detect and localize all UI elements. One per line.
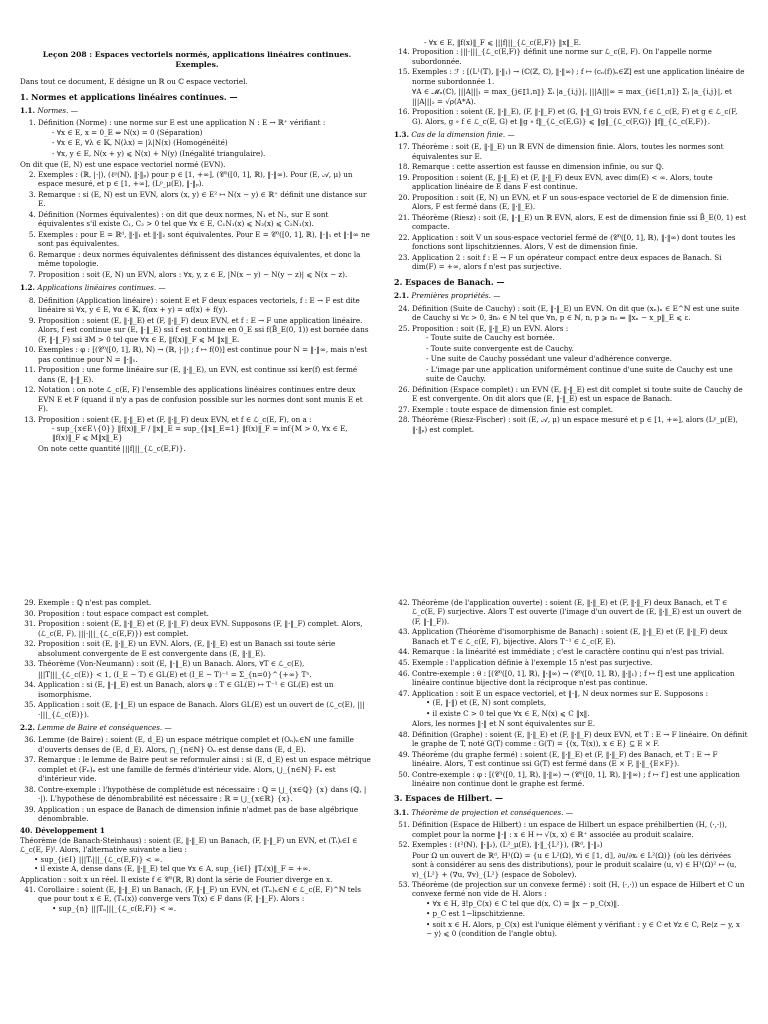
- star-item: • il existe C > 0 tel que ∀x ∈ E, N(x) ⩽ C ‖x‖.: [426, 709, 748, 718]
- development-heading: 40. Développement 1: [20, 825, 105, 835]
- numbered-item: [412, 233, 748, 252]
- item-text: Remarque : la linéarité est immédiate ; c'est le caractère continu qui n'est pas trivial.: [412, 647, 725, 657]
- item-text: Proposition : soient (E, ‖·‖_E), (F, ‖·‖_F) et (G, ‖·‖_G) trois EVN, f ∈ ℒ_c(E, F) et g ∈ ℒ_c(F, G). Alors, g ∘ f ∈ ℒ_c(E, G) et ‖g ∘ f‖_{ℒ_c(E,G)} ⩽ ‖g‖_{ℒ_c(F,G)} ‖f‖_{ℒ_c(E,F)}.: [412, 107, 738, 126]
- numbered-item: [412, 213, 748, 232]
- dash-item: - Toute suite de Cauchy est bornée.: [426, 333, 748, 342]
- subsection-title: Lemme de Baire et conséquences. —: [37, 723, 172, 732]
- numbered-item: [412, 627, 748, 646]
- item-text: Contre-exemple : φ : [(𝒞¹([0, 1], ℝ), ‖·‖∞) → (𝒞⁰([0, 1], ℝ), ‖·‖∞) ; f ↦ f′] est une application linéaire non continue dont le graphe est fermé.: [412, 769, 740, 788]
- numbered-item: [38, 316, 374, 344]
- subsection-number: 2.1.: [394, 291, 410, 301]
- intro-text: Dans tout ce document, E désigne un ℝ ou ℂ espace vectoriel.: [20, 77, 248, 87]
- subsection-number: 3.1.: [394, 807, 410, 817]
- item-text: Définition (Application linéaire) : soient E et F deux espaces vectoriels, f : E → F est dite linéaire si ∀x, y ∈ E, ∀α ∈ 𝕂, f(αx + y) = αf(x) + f(y).: [38, 295, 360, 315]
- dash-item: - sup_{x∈E∖{0}} ‖f(x)‖_F / ‖x‖_E = sup_{‖x‖_E=1} ‖f(x)‖_F = inf{M > 0, ∀x ∈ E, ‖f(x)‖_F ⩽ M‖x‖_E}: [52, 424, 374, 443]
- item-text: Théorème (du graphe fermé) : soient (E, ‖·‖_E) et (F, ‖·‖_F) des Banach, et T : E → F linéaire. Alors, T est continue ssi G(T) est fermé dans (E × F, ‖·‖_{E×F}).: [412, 749, 718, 768]
- item-text: Exemples : (ℓ²(ℕ), ‖·‖₂), (L²_μ(E), ‖·‖_{L²}), (ℝᵈ, ‖·‖₂): [412, 840, 603, 850]
- numbered-item: [38, 296, 374, 315]
- numbered-item: [412, 750, 748, 769]
- numbered-item: [38, 785, 374, 804]
- numbered-item: [38, 250, 374, 269]
- continuation-text: Alors, les normes ‖·‖ et N sont équivalentes sur E.: [412, 719, 596, 729]
- numbered-item: [412, 142, 748, 161]
- dash-list: [412, 333, 748, 384]
- item-text: Proposition : soient (E, ‖·‖_E) et (F, ‖·‖_F) deux EVN, avec dim(E) < ∞. Alors, toute application linéaire de E dans F est continue.: [412, 173, 713, 192]
- item-text: Exemples : ℱ : [(L¹(𝕋), ‖·‖₁) → (ℂ(ℤ, ℂ), ‖·‖∞) ; f ↦ (cₙ(f))ₙ∈ℤ] est une application linéaire de norme subordonnée 1.: [412, 67, 745, 86]
- continuation-text: ∀A ∈ 𝓜ₙ(ℂ), |||A|||₁ = max_{j∈⟦1,n⟧} Σᵢ |a_{i,j}|, |||A|||∞ = max_{i∈⟦1,n⟧} Σⱼ |a_{i,j}|, et |||A|||₂ = √ρ(A*A).: [412, 87, 732, 106]
- star-item: • il existe A, dense dans (E, ‖·‖_E) tel que ∀x ∈ A, sup_{i∈I} ‖Tᵢ(x)‖_F = +∞.: [34, 864, 374, 873]
- item-text: Contre-exemple : θ : [(𝒞⁰([0, 1], ℝ), ‖·‖∞) → (𝒞⁰([0, 1], ℝ), ‖·‖₁) ; f ↦ f] est une application linéaire continue bijective dont la réciproque n'est pas continue.: [412, 668, 735, 687]
- numbered-item: [412, 67, 748, 86]
- numbered-item: [38, 385, 374, 413]
- numbered-item: [38, 415, 374, 443]
- dash-item: - ∀x ∈ E, ‖f(x)‖_F ⩽ |||f|||_{ℒ_c(E,F)} ‖x‖_E.: [424, 38, 748, 47]
- numbered-list: [394, 730, 748, 789]
- numbered-list: [20, 170, 374, 279]
- numbered-item: [38, 190, 374, 209]
- numbered-item: [38, 639, 374, 658]
- numbered-item: [38, 755, 374, 783]
- paragraph-text: On dit que (E, N) est une espace vectoriel normé (EVN).: [20, 159, 226, 169]
- item-text: Application : si (E, ‖·‖_E) est un Banach, alors φ : T ∈ GL(E) ↦ T⁻¹ ∈ GL(E) est un isomorphisme.: [38, 680, 334, 699]
- numbered-item: [38, 659, 374, 668]
- subsection-number: 1.2.: [20, 283, 36, 293]
- page2-left-blocks: [20, 598, 374, 913]
- page1-right-blocks: [394, 38, 748, 434]
- item-text: Remarque : si (E, N) est un EVN, alors (x, y) ∈ E² ↦ N(x − y) ∈ ℝ⁺ définit une distance sur E.: [38, 190, 367, 209]
- numbered-item: [412, 253, 748, 272]
- continuation-text: |||T|||_{ℒ_c(E)} < 1, (I_E − T) ∈ GL(E) et (I_E − T)⁻¹ = Σ_{n=0}^{+∞} Tⁿ.: [38, 669, 312, 679]
- item-text: Théorème (Von-Neumann) : soit (E, ‖·‖_E) un Banach. Alors, ∀T ∈ ℒ_c(E),: [38, 659, 305, 669]
- numbered-item: [38, 170, 374, 189]
- item-text: Théorème (de l'application ouverte) : soient (E, ‖·‖_E) et (F, ‖·‖_F) deux Banach, et T ∈ ℒ_c(E, F) surjective. Alors T est ouverte (l'image d'un ouvert de (E, ‖·‖_E) est un ouvert de (F, ‖·‖_F)).: [412, 598, 742, 626]
- numbered-item: [412, 162, 748, 171]
- paragraph-text: Application : soit x un réel. Il existe f ∈ 𝒞⁰(ℝ, ℝ) dont la série de Fourier diverge en x.: [20, 874, 333, 884]
- continuation-text: Pour Ω un ouvert de ℝᵈ, H¹(Ω) = {u ∈ L²(Ω), ∀i ∈ ⟦1, d⟧, ∂u/∂xᵢ ∈ L²(Ω)} (où les dérivées sont à considérer au sens des distributions), pour le produit scalaire (u, v) ∈ H¹(Ω)² ↦ (u, v)_{L²} + (∇u, ∇v)_{L²} (espace de Sobolev).: [412, 850, 737, 879]
- numbered-item: [412, 820, 748, 839]
- numbered-item: [412, 840, 748, 849]
- item-text: Lemme (de Baire) : soient (E, d_E) un espace métrique complet et (Oₙ)ₙ∈ℕ une famille d'ouverts denses de (E, d_E). Alors, ⋂_{n∈ℕ} Oₙ est dense dans (E, d_E).: [38, 735, 354, 754]
- star-list: [20, 855, 374, 874]
- numbered-item: [412, 173, 748, 192]
- subsection-title: Cas de la dimension finie. —: [411, 130, 515, 140]
- paragraph-text: Théorème (de Banach-Steinhaus) : soient (E, ‖·‖_E) un Banach, (F, ‖·‖_F) un EVN, et (Tᵢ)ᵢ∈I ∈ ℒ_c(E, F)ᴵ. Alors, l'alternative suivante a lieu :: [20, 836, 358, 855]
- numbered-item: [38, 118, 374, 158]
- document-title: Leçon 208 : Espaces vectoriels normés, applications linéaires continues. Exemples.: [42, 50, 352, 69]
- numbered-item: [412, 304, 748, 323]
- item-text: Remarque : deux normes équivalentes définissent des distances équivalentes, et donc la même topologie.: [38, 250, 361, 269]
- item-text: Application : soit (E, ‖·‖_E) un espace de Banach. Alors GL(E) est un ouvert de (ℒ_c(E), |||·|||_{ℒ_c(E)}).: [38, 700, 365, 719]
- item-text: Application (Théorème d'isomorphisme de Banach) : soient (E, ‖·‖_E) et (F, ‖·‖_F) deux Banach et T ∈ ℒ_c(E, F), bijective. Alors T⁻¹ ∈ ℒ_c(F, E).: [412, 627, 728, 646]
- item-text: Exemples : pour E = ℝᵈ, ‖·‖₁ et ‖·‖₂ sont équivalentes. Pour E = 𝒞⁰([0, 1], ℝ), ‖·‖₁ et ‖·‖∞ ne sont pas équivalentes.: [38, 230, 370, 249]
- subsection-heading: [394, 130, 748, 139]
- numbered-item: [412, 598, 748, 626]
- star-list: [412, 899, 748, 939]
- numbered-list: [394, 107, 748, 126]
- subsection-heading: [20, 723, 374, 732]
- dash-list: [38, 128, 374, 159]
- item-text: Remarque : le lemme de Baire peut se reformuler ainsi : si (E, d_E) est un espace métrique complet et (Fₙ)ₙ est une famille de fermés d'intérieur vide. Alors, ⋃_{n∈ℕ} Fₙ est d'intérieur vide.: [38, 755, 371, 784]
- item-text: Proposition : soit (E, ‖·‖_E) un EVN. Alors :: [412, 323, 569, 333]
- item-text: Corollaire : soient (E, ‖·‖_E) un Banach, (F, ‖·‖_F) un EVN, et (Tₙ)ₙ∈ℕ ∈ ℒ_c(E, F)^ℕ tels que pour tout x ∈ E, (Tₙ(x)) converge vers T(x) ∈ F dans (F, ‖·‖_F). Alors :: [38, 885, 361, 904]
- section-heading: 1. Normes et applications linéaires continues. —: [20, 91, 238, 102]
- numbered-list: [20, 885, 374, 913]
- item-text: Définition (Espace complet) : un EVN (E, ‖·‖_E) est dit complet si toute suite de Cauchy de E est convergente. On dit alors que (E, ‖·‖_E) est un espace de Banach.: [412, 384, 743, 404]
- numbered-list: [20, 118, 374, 158]
- numbered-item: [38, 805, 374, 824]
- item-text: Application : soit E un espace vectoriel, et ‖·‖, N deux normes sur E. Supposons :: [412, 688, 709, 698]
- item-text: Exemples : (ℝ, |·|), (ℓᵖ(ℕ), ‖·‖ₚ) pour p ∈ [1, +∞], (𝒞⁰([0, 1], ℝ), ‖·‖∞). Pour (E, 𝒜, μ) un espace mesuré, et p ∈ [1, +∞], (Lᵖ_μ(E), ‖·‖ₚ).: [38, 170, 353, 189]
- numbered-item: [412, 415, 748, 434]
- section-heading: 2. Espaces de Banach. —: [394, 276, 505, 287]
- subsection-heading: [20, 106, 374, 115]
- item-text: Définition (Norme) : une norme sur E est une application N : E → ℝ⁺ vérifiant :: [38, 118, 326, 128]
- numbered-item: [38, 230, 374, 249]
- item-text: Proposition : soit (E, ‖·‖_E) un EVN. Alors, (E, ‖·‖_E) est un Banach ssi toute série absolument convergente de E est convergente dans (E, ‖·‖_E).: [38, 639, 336, 658]
- numbered-item: [412, 324, 748, 384]
- item-text: Théorème (Riesz) : soit (E, ‖·‖_E) un ℝ EVN, alors, E est de dimension finie ssi B̄_E(0, 1) est compacte.: [412, 213, 747, 232]
- numbered-item: [412, 880, 748, 939]
- numbered-item: [38, 885, 374, 913]
- numbered-list: [394, 304, 748, 435]
- item-text: Proposition : soient (E, ‖·‖_E) et (F, ‖·‖_F) deux EVN. Supposons (F, ‖·‖_F) complet. Alors, (ℒ_c(E, F), |||·|||_{ℒ_c(E,F)}) est complet.: [38, 619, 363, 638]
- item-text: Application : soit V un sous-espace vectoriel fermé de (𝒞⁰([0, 1], ℝ), ‖·‖∞) dont toutes les fonctions sont lipschitziennes. Alors, V est de dimension finie.: [412, 233, 736, 252]
- page1-left-blocks: [20, 93, 374, 454]
- dash-item: - ∀x ∈ E, x = 0_E ⇔ N(x) = 0 (Séparation): [52, 128, 374, 137]
- numbered-list: [394, 820, 748, 849]
- item-text: Proposition : |||·|||_{ℒ_c(E,F)} définit une norme sur ℒ_c(E, F). On l'appelle norme subordonnée.: [412, 47, 712, 66]
- numbered-item: [412, 658, 748, 667]
- item-text: Proposition : soit (E, N) un EVN, alors : ∀x, y, z ∈ E, |N(x − y) − N(y − z)| ⩽ N(x − z).: [38, 270, 348, 279]
- dash-item: - Une suite de Cauchy possédant une valeur d'adhérence converge.: [426, 354, 748, 363]
- item-text: Proposition : une forme linéaire sur (E, ‖·‖_E), un EVN, est continue ssi ker(f) est fermé dans (E, ‖·‖_E).: [38, 365, 358, 384]
- item-text: Contre-exemple : l'hypothèse de complétude est nécessaire : ℚ = ⋃_{x∈ℚ} {x} dans (ℚ, |·|). L'hypothèse de dénombrabilité est nécessaire : ℝ = ⋃_{x∈ℝ} {x}.: [38, 784, 367, 804]
- subsection-number: 1.1.: [20, 106, 36, 115]
- subsection-number: 2.2.: [20, 723, 36, 732]
- paragraph: [20, 836, 374, 874]
- star-item: • soit x ∈ H. Alors, p_C(x) est l'unique élément y vérifiant : y ∈ C et ∀z ∈ C, Re⟨z − y, x − y⟩ ⩽ 0 (condition de l'angle obtu).: [426, 920, 748, 939]
- numbered-item: [38, 270, 374, 279]
- star-item: • (E, ‖·‖) et (E, N) sont complets,: [426, 698, 748, 707]
- page1-left-column: [20, 50, 374, 454]
- page2-left-column: [20, 598, 374, 914]
- numbered-item: [412, 689, 748, 718]
- item-text: Exemple : toute espace de dimension finie est complet.: [412, 404, 614, 414]
- continuation-text: On note cette quantité |||f|||_{ℒ_c(E,F)}.: [38, 444, 186, 454]
- numbered-list: [20, 296, 374, 443]
- dash-item: - ∀x, y ∈ E, N(x + y) ⩽ N(x) + N(y) (Inégalité triangulaire).: [52, 149, 374, 158]
- dash-item: - ∀x ∈ E, ∀λ ∈ 𝕂, N(λx) = |λ|N(x) (Homogénéité): [52, 138, 374, 147]
- numbered-item: [38, 700, 374, 719]
- numbered-list: [394, 142, 748, 271]
- numbered-list: [20, 598, 374, 669]
- star-list: [38, 904, 374, 913]
- page2-right-column: [394, 598, 748, 940]
- star-item: • p_C est 1−lipschitzienne.: [426, 909, 748, 918]
- item-text: Notation : on note ℒ_c(E, F) l'ensemble des applications linéaires continues entre deux EVN E et F (quand il n'y a pas de confusion possible sur les normes dont sont munis E et F).: [38, 385, 363, 414]
- numbered-item: [412, 730, 748, 749]
- subsection-title: Théorème de projection et conséquences. —: [411, 807, 573, 817]
- numbered-item: [412, 405, 748, 414]
- numbered-item: [412, 47, 748, 66]
- item-text: Théorème (Riesz-Fischer) : soit (E, 𝒜, μ) un espace mesuré et p ∈ [1, +∞], alors (Lᵖ_μ(E), ‖·‖ₚ) est complet.: [412, 415, 738, 434]
- numbered-item: [412, 669, 748, 688]
- numbered-item: [38, 680, 374, 699]
- item-text: Exemple : ℚ n'est pas complet.: [38, 598, 152, 607]
- item-text: Théorème : soit (E, ‖·‖_E) un ℝ EVN de dimension finie. Alors, toutes les normes sont équivalentes sur E.: [412, 142, 724, 161]
- numbered-item: [412, 385, 748, 404]
- item-text: Proposition : tout espace compact est complet.: [38, 608, 209, 618]
- numbered-item: [38, 598, 374, 607]
- numbered-list: [394, 598, 748, 718]
- item-text: Définition (Graphe) : soient (E, ‖·‖_E) et (F, ‖·‖_F) deux EVN, et T : E → F linéaire. On définit le graphe de T, noté G(T) comme : G(T) = {(x, T(x)), x ∈ E} ⊆ E × F.: [412, 729, 748, 748]
- numbered-list: [20, 735, 374, 823]
- item-text: Théorème (de projection sur un convexe fermé) : soit (H, ⟨·,·⟩) un espace de Hilbert et C un convexe fermé non vide de H. Alors :: [412, 880, 745, 899]
- item-text: Définition (Normes équivalentes) : on dit que deux normes, N₁ et N₂, sur E sont équivalentes s'il existe C₁, C₂ > 0 tel que ∀x ∈ E, C₁N₁(x) ⩽ N₂(x) ⩽ C₂N₁(x).: [38, 210, 329, 229]
- item-text: Proposition : soit (E, N) un EVN, et F un sous-espace vectoriel de E de dimension finie. Alors, F est fermé dans (E, ‖·‖_E).: [412, 193, 729, 212]
- numbered-list: [394, 880, 748, 939]
- numbered-item: [38, 345, 374, 364]
- item-text: Proposition : soient (E, ‖·‖_E) et (F, ‖·‖_F) deux EVN, et f : E → F une application linéaire. Alors, f est continue sur (E, ‖·‖_E) ssi f est continue en 0_E ssi f(B̄_E(0, 1)) est bornée dans (F, ‖·‖_F) ssi ∃M > 0 tel que ∀x ∈ E, ‖f(x)‖_F ⩽ M ‖x‖_E.: [38, 315, 369, 344]
- numbered-item: [412, 107, 748, 126]
- numbered-item: [38, 210, 374, 229]
- subsection-title: Applications linéaires continues. —: [37, 283, 166, 293]
- page2-right-blocks: [394, 598, 748, 939]
- numbered-item: [38, 735, 374, 754]
- subsection-number: 1.3.: [394, 130, 410, 140]
- star-list: [412, 698, 748, 718]
- numbered-item: [38, 365, 374, 384]
- numbered-item: [412, 647, 748, 656]
- item-text: Définition (Suite de Cauchy) : soit (E, ‖·‖_E) un EVN. On dit que (xₙ)ₙ ∈ E^ℕ est une suite de Cauchy si ∀ε > 0, ∃n₀ ∈ ℕ tel que ∀n, p ∈ ℕ, n, p ⩾ n₀ ⇒ ‖xₙ − x_p‖_E ⩽ ε.: [412, 303, 740, 323]
- numbered-item: [412, 770, 748, 789]
- item-text: Exemples : φ : [(𝒞⁰([0, 1], ℝ), N) → (ℝ, |·|) ; f ↦ f(0)] est continue pour N = ‖·‖∞, mais n'est pas continue pour N = ‖·‖₁.: [38, 345, 368, 364]
- star-item: • ∀x ∈ H, ∃!p_C(x) ∈ C tel que d(x, C) = ‖x − p_C(x)‖.: [426, 899, 748, 908]
- item-text: Remarque : cette assertion est fausse en dimension infinie, ou sur ℚ.: [412, 162, 664, 172]
- paragraph: [20, 160, 374, 169]
- dash-item: - L'image par une application uniformément continue d'une suite de Cauchy est une suite de Cauchy.: [426, 365, 748, 384]
- numbered-item: [412, 193, 748, 212]
- dash-list: [394, 38, 748, 47]
- star-item: • sup_{i∈I} |||Tᵢ|||_{ℒ_c(E,F)} < ∞.: [34, 855, 374, 864]
- dash-item: - Toute suite convergente est de Cauchy.: [426, 344, 748, 353]
- item-text: Proposition : soient (E, ‖·‖_E) et (F, ‖·‖_F) deux EVN, et f ∈ ℒ_c(E, F), on a :: [38, 414, 312, 424]
- numbered-item: [38, 619, 374, 638]
- subsection-heading: [394, 291, 748, 300]
- numbered-item: [38, 609, 374, 618]
- item-text: Exemple : l'application définie à l'exemple 15 n'est pas surjective.: [412, 658, 653, 667]
- item-text: Application 2 : soit f : E → F un opérateur compact entre deux espaces de Banach. Si dim(F) = +∞, alors f n'est pas surjective.: [412, 253, 722, 272]
- subsection-heading: [20, 283, 374, 292]
- subsection-heading: [394, 808, 748, 817]
- page1-right-column: [394, 38, 748, 435]
- item-text: Définition (Espace de Hilbert) : un espace de Hilbert un espace préhilbertien (H, ⟨·,·⟩), complet pour la norme ‖·‖ : x ∈ H ↦ √⟨x, x⟩ ∈ ℝ⁺ associée au produit scalaire.: [412, 820, 728, 839]
- subsection-title: Premières propriétés. —: [411, 291, 501, 301]
- paragraph: [20, 875, 374, 884]
- numbered-list: [20, 680, 374, 719]
- numbered-list: [394, 47, 748, 86]
- subsection-title: Normes. —: [37, 106, 78, 115]
- dash-list: [38, 424, 374, 443]
- document-page-2: [0, 512, 768, 1024]
- star-item: • sup_{n} |||Tₙ|||_{ℒ_c(E,F)} < ∞.: [52, 904, 374, 913]
- section-heading: 3. Espaces de Hilbert. —: [394, 793, 504, 804]
- item-text: Application : un espace de Banach de dimension infinie n'admet pas de base algébrique dénombrable.: [38, 804, 359, 824]
